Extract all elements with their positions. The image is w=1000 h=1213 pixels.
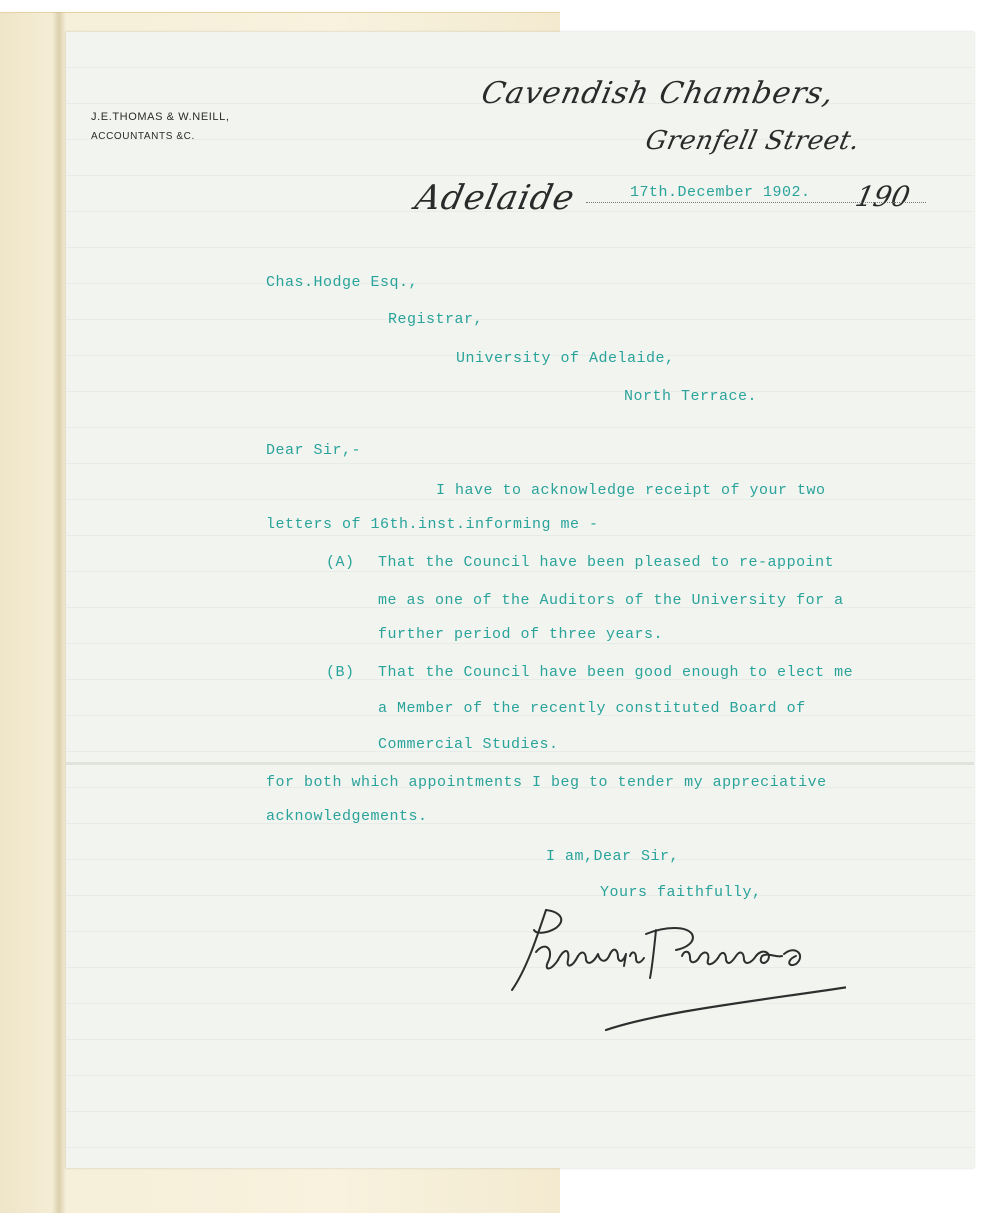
letterhead-street: Grenfell Street.	[642, 126, 863, 156]
closing-paragraph-line-2: acknowledgements.	[266, 808, 428, 825]
body-line-2: letters of 16th.inst.informing me -	[266, 516, 599, 533]
salutation: Dear Sir,-	[266, 442, 362, 459]
item-b-label: (B)	[326, 664, 355, 681]
body-line-1: I have to acknowledge receipt of your two	[436, 482, 826, 499]
closing-line-2: Yours faithfully,	[600, 884, 762, 901]
underlying-sheet-fold	[52, 12, 66, 1213]
letter-sheet	[66, 32, 974, 1168]
address-street: North Terrace.	[624, 388, 758, 405]
address-institution: University of Adelaide,	[456, 350, 675, 367]
address-title: Registrar,	[388, 311, 484, 328]
letterhead-firm-block	[91, 108, 230, 146]
horizontal-fold	[66, 762, 974, 765]
item-a-line-3: further period of three years.	[378, 626, 664, 643]
closing-line-1: I am,Dear Sir,	[546, 848, 680, 865]
date-dotted-rule	[586, 202, 926, 203]
item-b-line-1: That the Council have been good enough to elect me	[378, 664, 854, 681]
letterhead-building: Cavendish Chambers,	[478, 76, 838, 111]
item-b-line-2: a Member of the recently constituted Board of	[378, 700, 806, 717]
item-a-label: (A)	[326, 554, 355, 571]
letterhead-year-prefix: 190	[852, 180, 913, 213]
letterhead-role: ACCOUNTANTS &C.	[91, 131, 195, 142]
closing-paragraph-line-1: for both which appointments I beg to tender my appreciative	[266, 774, 827, 791]
letterhead-firm: J.E.THOMAS & W.NEILL,	[91, 111, 230, 123]
item-b-line-3: Commercial Studies.	[378, 736, 559, 753]
letterhead-city: Adelaide	[411, 178, 579, 218]
handwritten-signature	[506, 900, 846, 1050]
item-a-line-1: That the Council have been pleased to re-appoint	[378, 554, 835, 571]
item-a-line-2: me as one of the Auditors of the University for a	[378, 592, 844, 609]
letter-date: 17th.December 1902.	[630, 184, 811, 201]
address-name: Chas.Hodge Esq.,	[266, 274, 419, 291]
